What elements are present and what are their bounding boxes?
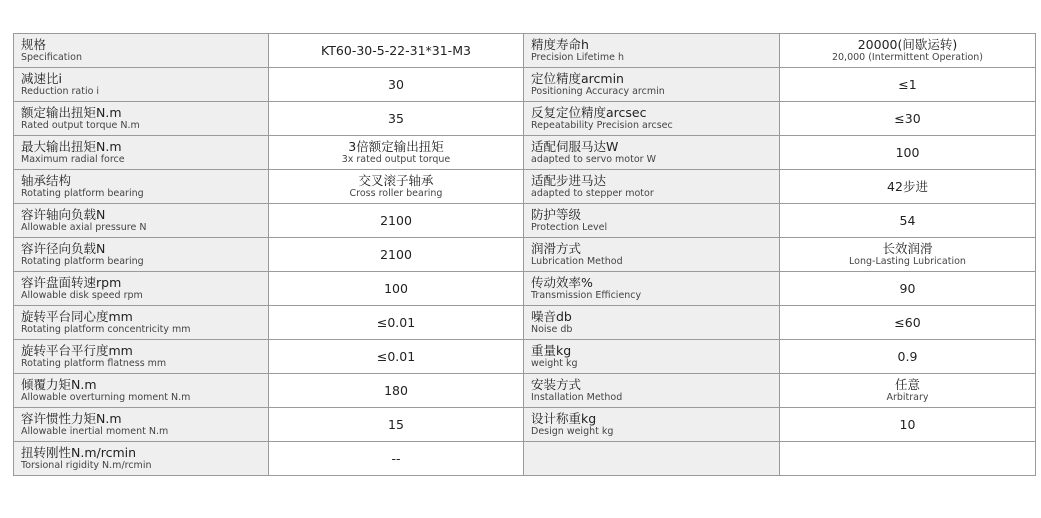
spec-label-cell xyxy=(14,238,269,272)
spec-label-cell xyxy=(524,340,780,374)
spec-value-cell xyxy=(269,68,524,102)
spec-label-zh: 容许惯性力矩N.m xyxy=(21,411,122,426)
spec-label-zh: 旋转平台平行度mm xyxy=(21,343,133,358)
spec-value: 90 xyxy=(899,281,916,296)
spec-value-cell xyxy=(269,272,524,306)
spec-label-en: Positioning Accuracy arcmin xyxy=(531,86,665,97)
table-row xyxy=(14,204,1036,238)
spec-value: 180 xyxy=(384,383,408,398)
spec-label-cell xyxy=(14,408,269,442)
spec-value: ≤1 xyxy=(898,77,917,92)
spec-label-en: Lubrication Method xyxy=(531,256,623,267)
spec-label-cell xyxy=(14,170,269,204)
spec-label-en: weight kg xyxy=(531,358,578,369)
spec-value: 长效润滑 xyxy=(882,241,933,256)
spec-label-en: Maximum radial force xyxy=(21,154,125,165)
spec-label-zh: 传动效率% xyxy=(531,275,593,290)
table-row xyxy=(14,340,1036,374)
table-row xyxy=(14,170,1036,204)
spec-label-zh: 适配伺服马达W xyxy=(531,139,619,154)
spec-label-cell xyxy=(14,68,269,102)
spec-label-en: Noise db xyxy=(531,324,573,335)
spec-value-cell xyxy=(269,408,524,442)
spec-value: 42步进 xyxy=(887,179,928,194)
spec-value: ≤0.01 xyxy=(376,349,416,364)
spec-label-zh: 重量kg xyxy=(531,343,572,358)
spec-label-en: Torsional rigidity N.m/rcmin xyxy=(21,460,152,471)
spec-label-cell xyxy=(524,68,780,102)
spec-label-cell xyxy=(14,204,269,238)
spec-label-cell xyxy=(524,170,780,204)
spec-label-zh: 减速比i xyxy=(21,71,62,86)
spec-value-en: Arbitrary xyxy=(886,392,929,403)
spec-value-en: Long-Lasting Lubrication xyxy=(849,256,966,267)
table-row xyxy=(14,408,1036,442)
table-row xyxy=(14,442,1036,476)
spec-label-en: Rotating platform bearing xyxy=(21,256,144,267)
spec-value-cell xyxy=(269,374,524,408)
spec-value-cell xyxy=(780,102,1036,136)
spec-value: 交叉滚子轴承 xyxy=(358,173,434,188)
spec-value: 20000(间歇运转) xyxy=(857,37,958,52)
spec-label-en: adapted to stepper motor xyxy=(531,188,654,199)
spec-label-cell xyxy=(14,136,269,170)
spec-value: 2100 xyxy=(380,213,412,228)
spec-label-en: Rotating platform flatness mm xyxy=(21,358,167,369)
spec-value-cell xyxy=(780,442,1036,476)
spec-value-en: Cross roller bearing xyxy=(349,188,443,199)
spec-label-en: Allowable axial pressure N xyxy=(21,222,147,233)
spec-label-en: Allowable overturning moment N.m xyxy=(21,392,191,403)
spec-value-cell xyxy=(780,68,1036,102)
spec-table-body xyxy=(14,34,1036,476)
spec-label-zh: 精度寿命h xyxy=(531,37,589,52)
spec-label-zh: 设计称重kg xyxy=(531,411,597,426)
spec-value-cell xyxy=(269,102,524,136)
table-row xyxy=(14,306,1036,340)
spec-value: 0.9 xyxy=(897,349,918,364)
table-row xyxy=(14,272,1036,306)
spec-value-cell xyxy=(269,136,524,170)
spec-value-cell xyxy=(780,374,1036,408)
spec-value: 任意 xyxy=(894,377,920,392)
spec-label-cell xyxy=(524,34,780,68)
spec-label-cell xyxy=(524,238,780,272)
spec-label-cell xyxy=(524,374,780,408)
spec-label-cell xyxy=(14,306,269,340)
spec-value-cell xyxy=(269,34,524,68)
spec-label-cell xyxy=(524,136,780,170)
spec-label-en: Design weight kg xyxy=(531,426,614,437)
spec-label-en: Installation Method xyxy=(531,392,623,403)
spec-label-en: Transmission Efficiency xyxy=(531,290,642,301)
spec-label-zh: 扭转刚性N.m/rcmin xyxy=(21,445,137,460)
spec-label-cell xyxy=(524,408,780,442)
spec-label-zh: 旋转平台同心度mm xyxy=(21,309,133,324)
spec-value-cell xyxy=(269,204,524,238)
spec-label-zh: 安装方式 xyxy=(531,377,582,392)
spec-value: 15 xyxy=(388,417,404,432)
spec-label-en: Precision Lifetime h xyxy=(531,52,625,63)
spec-label-zh: 轴承结构 xyxy=(21,173,72,188)
spec-value: 35 xyxy=(388,111,404,126)
spec-value: 2100 xyxy=(380,247,412,262)
spec-value-cell xyxy=(780,306,1036,340)
spec-label-en: Specification xyxy=(21,52,82,63)
spec-value-cell xyxy=(269,170,524,204)
spec-value-cell xyxy=(780,272,1036,306)
spec-label-cell xyxy=(14,34,269,68)
spec-table xyxy=(13,33,1036,476)
spec-value: ≤0.01 xyxy=(376,315,416,330)
table-row xyxy=(14,238,1036,272)
spec-label-zh: 倾覆力矩N.m xyxy=(21,377,97,392)
spec-label-zh: 容许轴向负载N xyxy=(21,207,106,222)
table-row xyxy=(14,374,1036,408)
spec-value: -- xyxy=(391,451,401,466)
spec-label-cell xyxy=(524,442,780,476)
spec-label-en: Allowable inertial moment N.m xyxy=(21,426,169,437)
spec-value-cell xyxy=(780,170,1036,204)
spec-label-cell xyxy=(14,442,269,476)
spec-label-cell xyxy=(524,204,780,238)
spec-label-cell xyxy=(524,306,780,340)
spec-label-zh: 容许径向负载N xyxy=(21,241,106,256)
spec-label-en: Reduction ratio i xyxy=(21,86,100,97)
spec-label-zh: 噪音db xyxy=(531,309,572,324)
table-row xyxy=(14,34,1036,68)
spec-value: 3倍额定输出扭矩 xyxy=(348,139,444,154)
spec-label-en: adapted to servo motor W xyxy=(531,154,656,165)
spec-value: 54 xyxy=(899,213,916,228)
spec-value: ≤30 xyxy=(894,111,921,126)
spec-label-en: Rated output torque N.m xyxy=(21,120,140,131)
spec-value-cell xyxy=(780,204,1036,238)
spec-label-zh: 润滑方式 xyxy=(531,241,582,256)
spec-value-cell xyxy=(780,340,1036,374)
spec-label-cell xyxy=(524,272,780,306)
spec-value: KT60-30-5-22-31*31-M3 xyxy=(321,43,471,58)
spec-value-cell xyxy=(780,238,1036,272)
table-row xyxy=(14,68,1036,102)
spec-value-cell xyxy=(780,408,1036,442)
spec-value: 30 xyxy=(388,77,404,92)
spec-label-zh: 防护等级 xyxy=(531,207,582,222)
spec-label-zh: 定位精度arcmin xyxy=(531,71,624,86)
spec-label-zh: 额定输出扭矩N.m xyxy=(21,105,122,120)
table-row xyxy=(14,136,1036,170)
spec-label-en: Rotating platform bearing xyxy=(21,188,144,199)
spec-value: ≤60 xyxy=(894,315,921,330)
spec-label-en: Rotating platform concentricity mm xyxy=(21,324,191,335)
spec-label-en: Repeatability Precision arcsec xyxy=(531,120,673,131)
spec-label-cell xyxy=(14,374,269,408)
spec-value-cell xyxy=(269,340,524,374)
spec-label-zh: 规格 xyxy=(21,37,47,52)
spec-value-cell xyxy=(780,34,1036,68)
spec-value-en: 20,000 (Intermittent Operation) xyxy=(831,52,984,63)
spec-label-en: Protection Level xyxy=(531,222,608,233)
spec-value: 10 xyxy=(899,417,916,432)
spec-label-zh: 反复定位精度arcsec xyxy=(531,105,647,120)
spec-label-cell xyxy=(14,102,269,136)
spec-label-en: Allowable disk speed rpm xyxy=(21,290,143,301)
table-row xyxy=(14,102,1036,136)
spec-value: 100 xyxy=(895,145,920,160)
spec-label-zh: 容许盘面转速rpm xyxy=(21,275,122,290)
spec-value-cell xyxy=(269,306,524,340)
spec-value-en: 3x rated output torque xyxy=(341,154,451,165)
spec-value-cell xyxy=(780,136,1036,170)
spec-label-cell xyxy=(524,102,780,136)
spec-value: 100 xyxy=(384,281,408,296)
spec-label-cell xyxy=(14,340,269,374)
spec-label-cell xyxy=(14,272,269,306)
spec-label-zh: 适配步进马达 xyxy=(531,173,607,188)
spec-label-zh: 最大输出扭矩N.m xyxy=(21,139,122,154)
spec-value-cell xyxy=(269,238,524,272)
spec-value-cell xyxy=(269,442,524,476)
